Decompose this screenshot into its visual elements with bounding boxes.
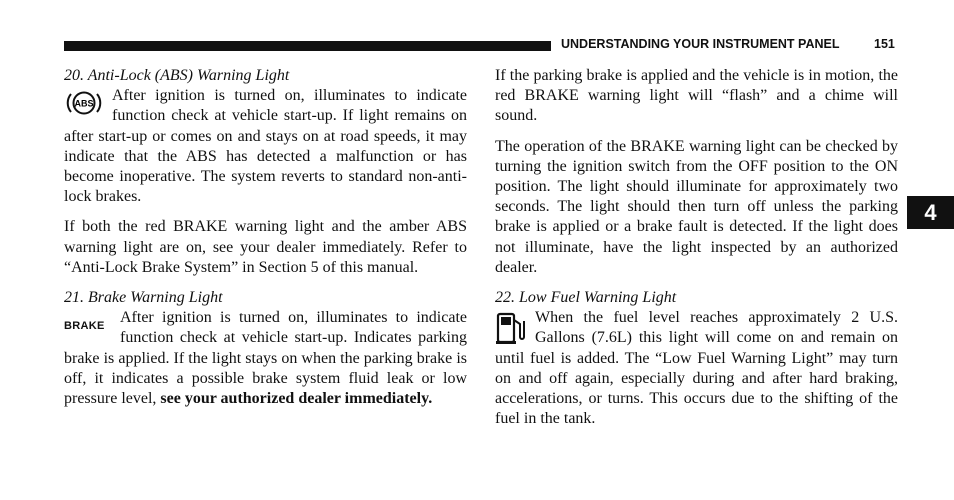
svg-text:ABS: ABS [74,98,94,109]
chapter-tab: 4 [907,196,954,229]
brake-dealer-warning: see your authorized dealer immediately. [160,390,433,408]
brake-heading: 21. Brake Warning Light [64,289,223,307]
page-number: 151 [874,37,895,51]
abs-warning-icon [64,88,104,118]
brake-check-description: The operation of the BRAKE warning light can be checked by turning the ignition switch from the OFF position to the ON position. The light should illuminate for approximately two seconds. The light should then turn off unless the parking brake is applied or a brake fault is detected. If the light does not illuminate, have the light inspected by an authorized dealer. [495,137,898,276]
right-column [495,66,898,429]
brake-flash-note: If the parking brake is applied and the vehicle is in motion, the red BRAKE warning light will “flash” and a chime will sound. [495,67,898,125]
low-fuel-heading: 22. Low Fuel Warning Light [495,289,677,307]
fuel-pump-icon [495,310,527,346]
brake-warning-icon: BRAKE [64,320,105,333]
left-column [64,66,467,409]
section-title: UNDERSTANDING YOUR INSTRUMENT PANEL [561,37,840,51]
brake-description: After ignition is turned on, illuminates to indicate function check at vehicle start-up. Indicates parking brake is applied. If the light stays on when the parking brake is off, it indicates a possible brake system fluid leak or low pressure level, see your authorized dealer immediately. [64,309,467,408]
abs-brake-both-note: If both the red BRAKE warning light and the amber ABS warning light are on, see your dealer immediately. Refer to “Anti-Lock Brake System” in Section 5 of this manual. [64,218,467,276]
header-rule [64,41,551,51]
abs-description: After ignition is turned on, illuminates to indicate function check at vehicle start-up. If light remains on after start-up or comes on and stays on at road speeds, it may indicate that the ABS has detected a malfunction or has become inoperative. The system reverts to standard non-anti-lock brakes. [64,87,467,206]
abs-heading: 20. Anti-Lock (ABS) Warning Light [64,67,290,84]
low-fuel-description: When the fuel level reaches approximately 2 U.S. Gallons (7.6L) this light will come on and remain on until fuel is added. The “Low Fuel Warning Light” may turn on and off again, especially during and after hard braking, accelerations, or turns. This occurs due to the shifting of the fuel in the tank. [495,309,898,428]
